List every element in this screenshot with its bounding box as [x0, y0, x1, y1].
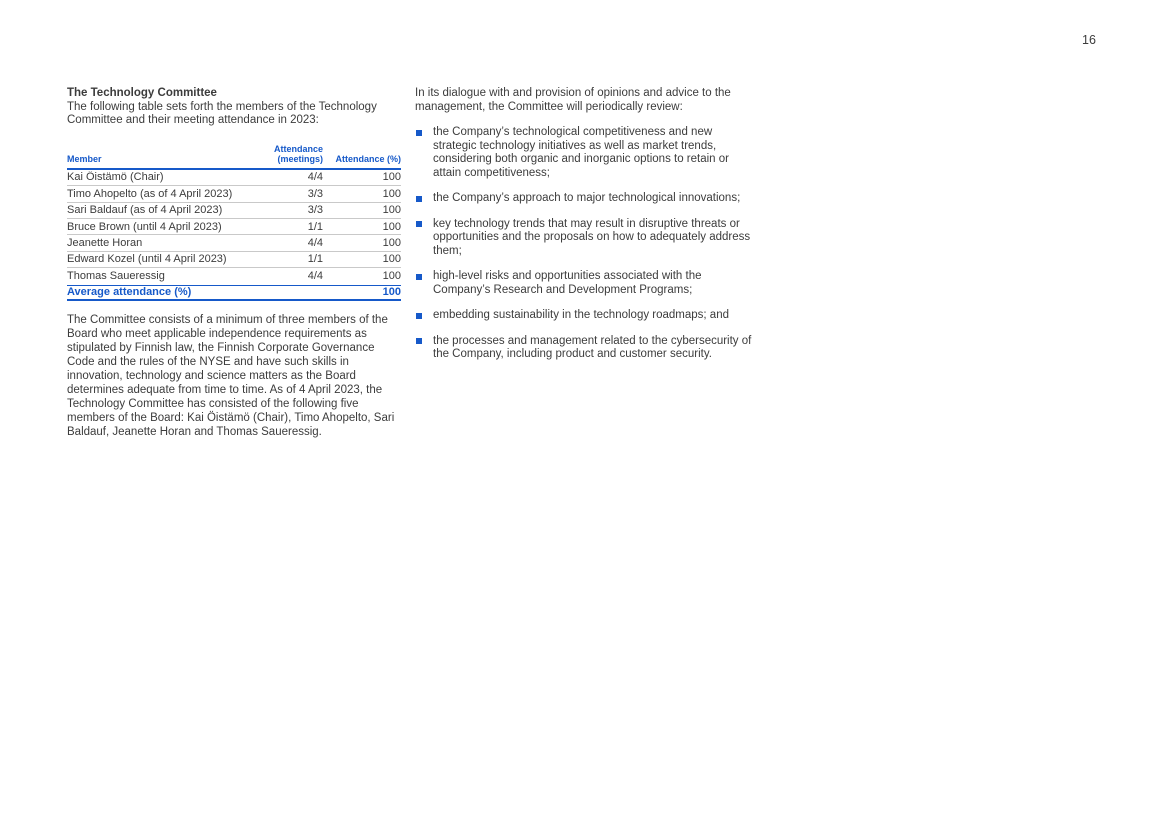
bullet-square-icon — [416, 196, 422, 202]
left-column — [67, 87, 401, 439]
table-footer-row — [67, 285, 401, 302]
list-item-text: the processes and management related to the cybersecurity of the Company, including product and customer security. — [433, 334, 752, 361]
meetings-value: 4/4 — [307, 171, 323, 184]
member-name: Edward Kozel (until 4 April 2023) — [67, 253, 227, 266]
meetings-value: 1/1 — [307, 253, 323, 266]
table-row — [67, 268, 401, 284]
attendance-table — [67, 144, 401, 302]
column-header-attendance-line1: Attendance — [273, 143, 323, 154]
attendance-pct-value: 100 — [382, 237, 401, 250]
list-item-text: the Company’s technological competitiveness and new strategic technology initiatives as well as market trends, considering both organic and inorganic options to retain or attain competitiveness; — [433, 126, 729, 179]
column-header-attendance-pct: Attendance (%) — [335, 154, 401, 165]
member-name: Kai Öistämö (Chair) — [67, 171, 164, 184]
member-name: Jeanette Horan — [67, 237, 143, 250]
list-item — [415, 335, 758, 362]
table-row — [67, 170, 401, 186]
column-header-attendance-meetings — [248, 144, 323, 165]
table-row — [67, 186, 401, 202]
section-heading: The Technology Committee — [67, 87, 217, 99]
list-item-text: key technology trends that may result in disruptive threats or opportunities and the proposals on how to adequately address them; — [433, 217, 751, 257]
bullet-square-icon — [416, 338, 422, 344]
attendance-pct-value: 100 — [382, 270, 401, 283]
meetings-value: 3/3 — [307, 187, 323, 200]
member-name: Sari Baldauf (as of 4 April 2023) — [67, 204, 223, 217]
bullet-square-icon — [416, 130, 422, 136]
list-item — [415, 192, 758, 206]
column-header-member: Member — [67, 154, 102, 165]
table-row — [67, 235, 401, 251]
list-item — [415, 270, 758, 297]
meetings-value: 3/3 — [307, 204, 323, 217]
member-name: Timo Ahopelto (as of 4 April 2023) — [67, 187, 233, 200]
table-intro-text: The following table sets forth the members of the Technology Committee and their meeting attendance in 2023: — [67, 100, 377, 127]
bullet-square-icon — [416, 274, 422, 280]
average-attendance-label: Average attendance (%) — [67, 286, 192, 299]
bullet-square-icon — [416, 313, 422, 319]
bullet-square-icon — [416, 221, 422, 227]
review-bullet-list — [415, 126, 758, 362]
average-attendance-value: 100 — [382, 286, 401, 299]
table-row — [67, 203, 401, 219]
table-row — [67, 219, 401, 235]
meetings-value: 4/4 — [307, 270, 323, 283]
list-item-text: embedding sustainability in the technology roadmaps; and — [433, 309, 729, 322]
list-item — [415, 309, 758, 323]
committee-description-paragraph: The Committee consists of a minimum of three members of the Board who meet applicable independence requirements as stipulated by Finnish law, the Finnish Corporate Governance Code and the rules of the NYSE and have such skills in innovation, technology and science matters as the Board determines adequate from time to time. As of 4 April 2023, the Technology Committee has consisted of the following five members of the Board: Kai Öistämö (Chair), Timo Ahopelto, Sari Baldauf, Jeanette Horan and Thomas Saueressig. — [67, 314, 395, 438]
review-intro-text: In its dialogue with and provision of opinions and advice to the management, the Committee will periodically review: — [415, 87, 731, 113]
list-item-text: high-level risks and opportunities associated with the Company’s Research and Development Programs; — [433, 270, 702, 296]
list-item-text: the Company’s approach to major technological innovations; — [433, 192, 741, 205]
attendance-pct-value: 100 — [382, 204, 401, 217]
table-row — [67, 252, 401, 268]
member-name: Thomas Saueressig — [67, 270, 165, 283]
meetings-value: 1/1 — [307, 220, 323, 233]
table-header-row — [67, 144, 401, 170]
attendance-pct-value: 100 — [382, 220, 401, 233]
meetings-value: 4/4 — [307, 237, 323, 250]
list-item — [415, 218, 758, 259]
page-number: 16 — [1082, 33, 1096, 47]
right-column — [415, 87, 758, 374]
list-item — [415, 126, 758, 180]
column-header-attendance-line2: (meetings) — [277, 154, 323, 165]
attendance-pct-value: 100 — [382, 253, 401, 266]
attendance-pct-value: 100 — [382, 187, 401, 200]
attendance-pct-value: 100 — [382, 171, 401, 184]
member-name: Bruce Brown (until 4 April 2023) — [67, 220, 222, 233]
